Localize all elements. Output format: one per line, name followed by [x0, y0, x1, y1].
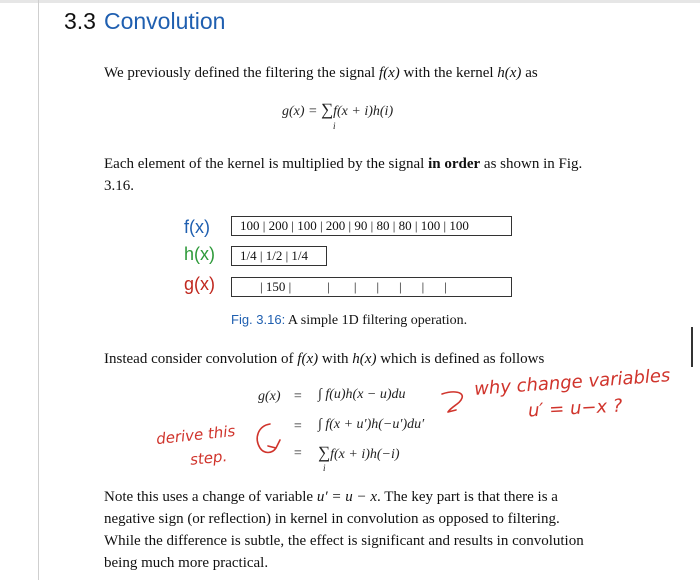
- signal-row-g: | 150 | | | | | | |: [231, 277, 512, 297]
- note-text-a: Note this uses a change of variable: [104, 489, 317, 505]
- filter-eq-lhs: g(x) =: [282, 104, 321, 119]
- handwritten-arrow-icon: [440, 388, 470, 416]
- conv-eq-sign-3: =: [293, 446, 303, 461]
- conv-eq-line-3-sum: ∑: [318, 443, 331, 462]
- conv-f-of-x: f(x): [297, 351, 319, 367]
- conv-eq-lhs: g(x): [258, 389, 281, 404]
- conv-text-a: Instead consider convolution of: [104, 351, 298, 367]
- signal-label-h: h(x): [184, 244, 215, 264]
- note-u-prime-eq: u′ = u − x: [316, 489, 378, 505]
- signal-row-f: 100 | 200 | 100 | 200 | 90 | 80 | 80 | 100 | 100: [231, 216, 512, 236]
- conv-eq-line-2: ∫ f(x + u′)h(−u′)du′: [318, 417, 425, 432]
- page-left-edge: [38, 0, 39, 580]
- intro-f-of-x: f(x): [378, 65, 400, 81]
- conv-eq-sign-1: =: [293, 389, 303, 404]
- figure-caption: [231, 312, 467, 329]
- conv-text-b: with: [318, 351, 353, 367]
- filter-eq-sum: ∑: [321, 100, 334, 119]
- figure-caption-text: A simple 1D filtering operation.: [285, 313, 468, 328]
- conv-text-c: which is defined as follows: [376, 351, 545, 367]
- intro-text-c: as: [521, 65, 538, 81]
- order-text-a: Each element of the kernel is multiplied by the signal: [104, 156, 429, 172]
- order-bold: in order: [428, 156, 481, 172]
- handwritten-curved-arrow-icon: [252, 420, 286, 460]
- filter-equation: [282, 100, 393, 120]
- conv-eq-line-1: ∫ f(u)h(x − u)du: [318, 387, 406, 402]
- intro-text-a: We previously defined the filtering the signal: [104, 65, 379, 81]
- conv-eq-line-3-body: f(x + i)h(−i): [330, 447, 400, 462]
- section-number: 3.3: [64, 8, 96, 34]
- order-paragraph: [104, 153, 598, 197]
- signal-row-h: 1/4 | 1/2 | 1/4: [231, 246, 327, 266]
- intro-h-of-x: h(x): [497, 65, 522, 81]
- convolution-paragraph: [104, 348, 604, 370]
- figure-caption-label: Fig. 3.16:: [231, 312, 286, 327]
- signal-label-g: g(x): [184, 274, 215, 294]
- handwritten-question-line-1: why change variables: [473, 365, 671, 400]
- signal-g-value: | 150 |: [260, 279, 292, 294]
- page-top-edge: [0, 0, 700, 3]
- intro-paragraph: [104, 62, 604, 84]
- scrollbar-thumb[interactable]: [691, 327, 693, 367]
- note-paragraph: [104, 486, 598, 574]
- conv-h-of-x: h(x): [352, 351, 377, 367]
- conv-eq-sign-2: =: [293, 419, 303, 434]
- conv-eq-sum-index: i: [323, 463, 326, 473]
- signal-label-f: f(x): [184, 217, 210, 237]
- filter-eq-rhs: f(x + i)h(i): [333, 104, 394, 119]
- order-text-b: as shown in Fig. 3.16.: [104, 156, 583, 194]
- handwritten-derive-line-2: step.: [189, 447, 229, 469]
- handwritten-derive-line-1: derive this: [155, 421, 237, 449]
- note-text-b: . The key part is that there is a negative sign (or reflection) in kernel in convolution as opposed to filtering. While the difference is subtle, the effect is significant and results in convolution being much more practical.: [104, 489, 584, 571]
- handwritten-question-line-2: u′ = u−x ?: [527, 395, 623, 422]
- section-title: Convolution: [103, 8, 226, 34]
- intro-text-b: with the kernel: [399, 65, 498, 81]
- section-heading: [64, 8, 225, 35]
- conv-eq-line-3: [318, 443, 400, 463]
- filter-eq-sum-index: i: [333, 121, 336, 131]
